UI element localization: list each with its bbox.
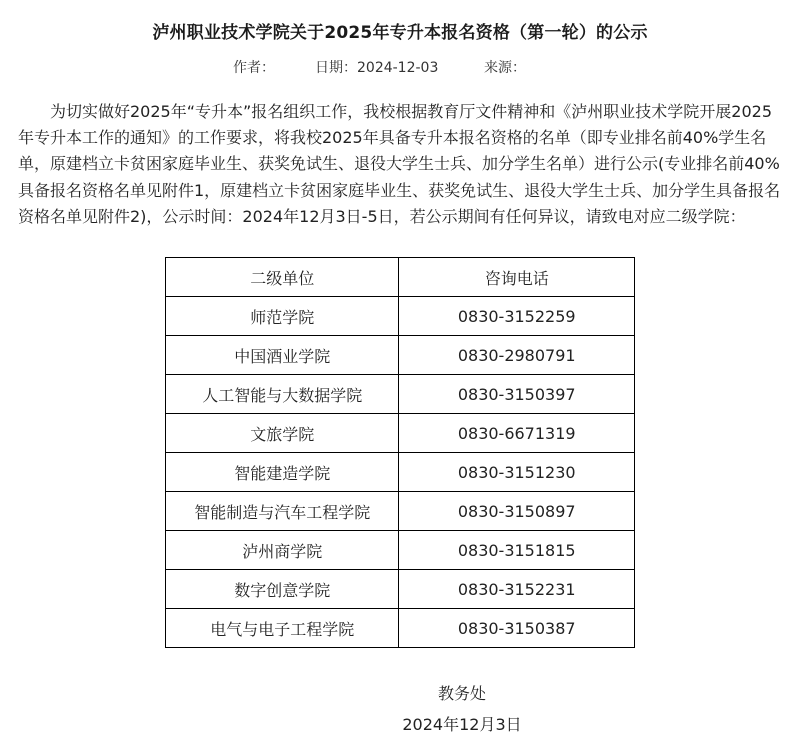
header-phone: 咨询电话 xyxy=(399,258,635,297)
phone-number: 0830-3151815 xyxy=(399,531,635,570)
phone-number: 0830-3151230 xyxy=(399,453,635,492)
header-unit: 二级单位 xyxy=(166,258,399,297)
unit-name: 泸州商学院 xyxy=(166,531,399,570)
table-row xyxy=(166,453,635,492)
table-row xyxy=(166,375,635,414)
table-row xyxy=(166,609,635,648)
unit-name: 智能制造与汽车工程学院 xyxy=(166,492,399,531)
table-row xyxy=(166,297,635,336)
unit-name: 中国酒业学院 xyxy=(166,336,399,375)
author-label: 作者： xyxy=(233,60,275,76)
table-row xyxy=(166,531,635,570)
phone-number: 0830-6671319 xyxy=(399,414,635,453)
signature-date: 2024年12月3日 xyxy=(402,715,522,734)
article-title: 泸州职业技术学院关于2025年专升本报名资格（第一轮）的公示 xyxy=(152,23,648,43)
unit-name: 文旅学院 xyxy=(166,414,399,453)
phone-number: 0830-3150387 xyxy=(399,609,635,648)
unit-name: 电气与电子工程学院 xyxy=(166,609,399,648)
source-label: 来源： xyxy=(484,60,526,76)
unit-name: 智能建造学院 xyxy=(166,453,399,492)
table-header-row xyxy=(166,258,635,297)
phone-number: 0830-3152259 xyxy=(399,297,635,336)
contact-table xyxy=(165,257,635,648)
table-row xyxy=(166,570,635,609)
unit-name: 师范学院 xyxy=(166,297,399,336)
signature-office: 教务处 xyxy=(437,684,486,703)
phone-number: 0830-2980791 xyxy=(399,336,635,375)
phone-number: 0830-3152231 xyxy=(399,570,635,609)
unit-name: 人工智能与大数据学院 xyxy=(166,375,399,414)
article-body: 为切实做好2025年“专升本”报名组织工作，我校根据教育厅文件精神和《泸州职业技术学院开展2025年专升本工作的通知》的工作要求，将我校2025年具备专升本报名资格的名单（即专业排名前40%学生名单，原建档立卡贫困家庭毕业生、获奖免试生、退役大学生士兵、加分学生名单）进行公示(专业排名前40%具备报名资格名单见附件1，原建档立卡贫困家庭毕业生、获奖免试生、退役大学生士兵、加分学生具备报名资格名单见附件2)，公示时间：2024年12月3日-5日，若公示期间有任何异议，请致电对应二级学院： xyxy=(18,102,781,226)
table-row xyxy=(166,414,635,453)
table-row xyxy=(166,336,635,375)
phone-number: 0830-3150397 xyxy=(399,375,635,414)
table-row xyxy=(166,492,635,531)
date-label: 日期：2024-12-03 xyxy=(315,60,439,76)
unit-name: 数字创意学院 xyxy=(166,570,399,609)
phone-number: 0830-3150897 xyxy=(399,492,635,531)
